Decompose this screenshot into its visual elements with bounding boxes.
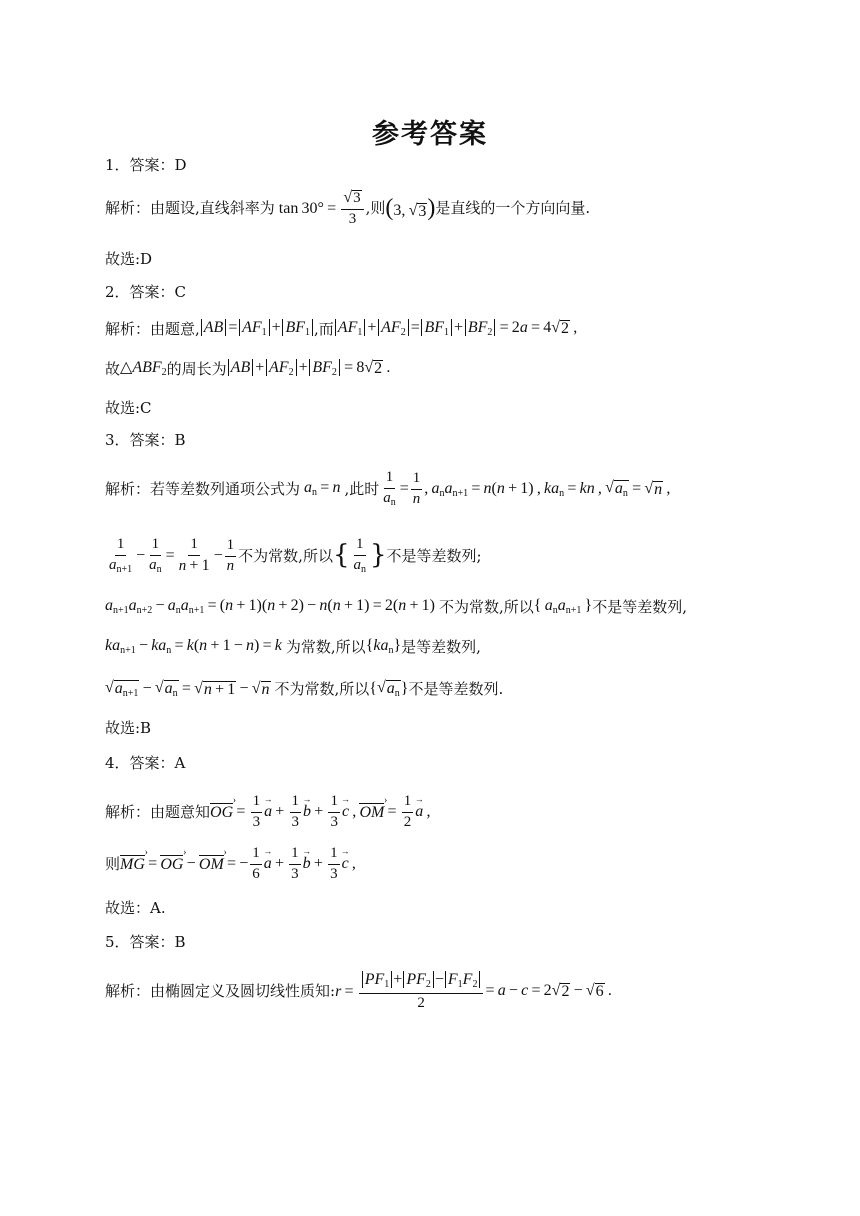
q2-equation-1: AB = $AF_1 + BF_1$: [200, 320, 314, 338]
q5-analysis-prefix: 解析：由椭圆定义及圆切线性质知:: [105, 982, 336, 1001]
fraction-1-3-b: $\frac{1}{3}$: [291, 793, 299, 830]
vector-mg: MG ›: [120, 855, 145, 873]
vector-b-2: → b: [303, 856, 311, 872]
q1-analysis-mid: ,则: [365, 199, 386, 218]
q1-analysis: [105, 190, 590, 228]
vector-og-2: OG ›: [160, 855, 183, 873]
q2-select: 故选:C: [105, 399, 152, 417]
q3-analysis-mid: ,此时: [344, 479, 380, 498]
q4-analysis: 解析：由题意知 OG › = $\frac{1}{3}$ → a + $\frac{1}{3}$ → b + $\frac{1}{3}$ → c , OM › = $\frac{1}{2}$ → a ,: [105, 794, 430, 831]
page-title: 参考答案: [372, 119, 488, 150]
q3-not-const-1: 不为常数,所以: [238, 546, 333, 565]
q2-analysis-prefix: 解析：由题意,: [105, 319, 200, 338]
q1-select: 故选:D: [105, 250, 153, 268]
q3-select: 故选:B: [105, 719, 152, 737]
q5-analysis: 解析：由椭圆定义及圆切线性质知: r = $\frac{PF_1 + PF_2 - F_1F_2}{2}$ = a − c = 2 √ 2 − √ 6 .: [105, 971, 612, 1011]
q3-line4: [105, 638, 481, 656]
q3-not-arith-3: 不是等差数列.: [408, 680, 504, 698]
fraction-1-3-c-2: $\frac{1}{3}$: [330, 845, 338, 882]
fraction-1-over-n-b: $\frac{1}{n}$: [226, 536, 235, 574]
q3-not-arith-2: 不是等差数列,: [592, 597, 687, 616]
q2-equation-2: $AF_1 + AF_2 = BF_1 + BF_2 = 2a = 4$ √ 2 ,: [334, 320, 577, 338]
q3-answer: 3．答案：B: [105, 431, 186, 449]
q2-answer: 2．答案：C: [105, 283, 187, 301]
q3-not-const-3: 不为常数,所以: [274, 680, 370, 698]
q3-relations: , $a_na_{n+1} = n(n + 1)$ , $ka_n$ = kn , √ $a_n$ = √ n ,: [424, 478, 671, 499]
an-eq-n: $a_n = n$: [300, 479, 345, 499]
q3-is-arith: 是等差数列,: [401, 637, 481, 656]
q4-line2: 则 MG › = OG › − OM › = − $\frac{1}{6}$ → a + $\frac{1}{3}$ → b + $\frac{1}{3}$ → c ,: [105, 846, 356, 883]
q3-equation-sqrt: √ $a_{n+1}$ − √ $a_n$ = √ n + 1 − √ n: [105, 679, 270, 699]
triangle-abf2: $\triangle ABF_2$: [120, 359, 167, 379]
fraction-1-3-a: $\frac{1}{3}$: [252, 793, 261, 830]
fraction-1-2-a: $\frac{1}{2}$: [403, 793, 412, 830]
fraction-sqrt3-over-3: √ 3 3: [341, 190, 363, 228]
q1-analysis-prefix: 解析：由题设,直线斜率为: [105, 199, 275, 218]
q3-not-arith-1: 不是等差数列;: [386, 546, 482, 565]
radius-r: r: [335, 982, 342, 1000]
q4-select: 故选：A.: [105, 899, 166, 917]
fraction-1-3-b-2: $\frac{1}{3}$: [291, 845, 299, 882]
fraction-1-over-an-b: $\frac{1}{a_n}$: [149, 536, 162, 575]
set-sqrt-an: { √ $a_n$ }: [369, 679, 409, 699]
q4-analysis-prefix: 解析：由题意知: [105, 802, 211, 821]
fraction-radius: $\frac{PF_1 + PF_2 - F_1F_2}{2}$: [359, 972, 484, 1011]
q5-result: = a − c = 2 √ 2 − √ 6 .: [485, 982, 612, 1001]
q2-perimeter: AB + $AF_2 + BF_2 = 8$ √ 2 .: [227, 360, 391, 378]
vector-a-2: → a: [415, 804, 423, 820]
q4-answer: 4．答案：A: [105, 754, 186, 772]
q4-line2-prefix: 则: [105, 854, 121, 873]
q1-answer: 1．答案：D: [105, 156, 187, 174]
q3-analysis: 解析：若等差数列通项公式为 $a_n = n$ ,此时 $\frac{1}{a_n}$ = $\frac{1}{n}$ , $a_na_{n+1} = n(n + 1)$ , $ka_n$ = kn , √ $a_n$ = √ n ,: [105, 469, 671, 508]
q3-line2: $\frac{1}{a_{n+1}}$ − $\frac{1}{a_n}$ = $\frac{1}{n + 1}$ − $\frac{1}{n}$ 不为常数,所以 { $\frac{1}{a_n}$ } 不是等差数列;: [109, 536, 482, 575]
q3-analysis-prefix: 解析：若等差数列通项公式为: [105, 479, 301, 498]
q2-analysis-mid: ,而: [314, 319, 334, 338]
q3-equation-product: $a_{n+1}a_{n+2} - a_na_{n+1} = (n + 1)(n + 2) - n(n + 1) = 2(n + 1)$: [105, 597, 440, 616]
q2-line2-mid: 的周长为: [166, 359, 227, 378]
direction-vector: (3, √ 3 ): [385, 194, 436, 221]
q2-analysis: [105, 320, 577, 338]
fraction-1-3-c: $\frac{1}{3}$: [330, 793, 338, 830]
q3-line3: [105, 598, 687, 616]
vector-a-3: → a: [264, 856, 272, 872]
fraction-1-over-n1: $\frac{1}{n + 1}$: [178, 536, 210, 575]
fraction-1-over-an: $\frac{1}{a_n}$: [383, 469, 396, 508]
fraction-1-over-an1: $\frac{1}{a_{n+1}}$: [109, 536, 133, 575]
vector-og: OG ›: [210, 803, 233, 821]
vector-om: OM ›: [359, 803, 384, 821]
vector-b: → b: [303, 804, 311, 820]
q2-line2-prefix: 故: [105, 359, 121, 378]
q3-equation-k: $ka_{n+1} - ka_n = k(n + 1 - n) = k$: [105, 637, 286, 656]
set-1-over-an: $\frac{1}{a_n}$: [353, 536, 366, 575]
set-kan: $\{ka_n\}$: [365, 637, 402, 656]
q1-analysis-suffix: 是直线的一个方向向量.: [435, 199, 591, 218]
vector-om-2: OM ›: [199, 855, 224, 873]
fraction-1-over-n: $\frac{1}{n}$: [412, 469, 421, 507]
q5-answer: 5．答案：B: [105, 933, 186, 951]
tan-expression: tan 30° =: [274, 199, 340, 217]
fraction-1-6-a: $\frac{1}{6}$: [252, 845, 260, 882]
vector-c: → c: [342, 804, 349, 820]
vector-a: → a: [264, 804, 272, 820]
q3-is-const: 为常数,所以: [285, 637, 366, 656]
set-an-an1: { $a_na_{n+1}$ }: [533, 597, 593, 616]
vector-c-2: → c: [342, 856, 349, 872]
q2-line2: [105, 360, 390, 378]
q3-not-const-2: 不为常数,所以: [439, 597, 534, 616]
q3-line5: [105, 680, 503, 699]
